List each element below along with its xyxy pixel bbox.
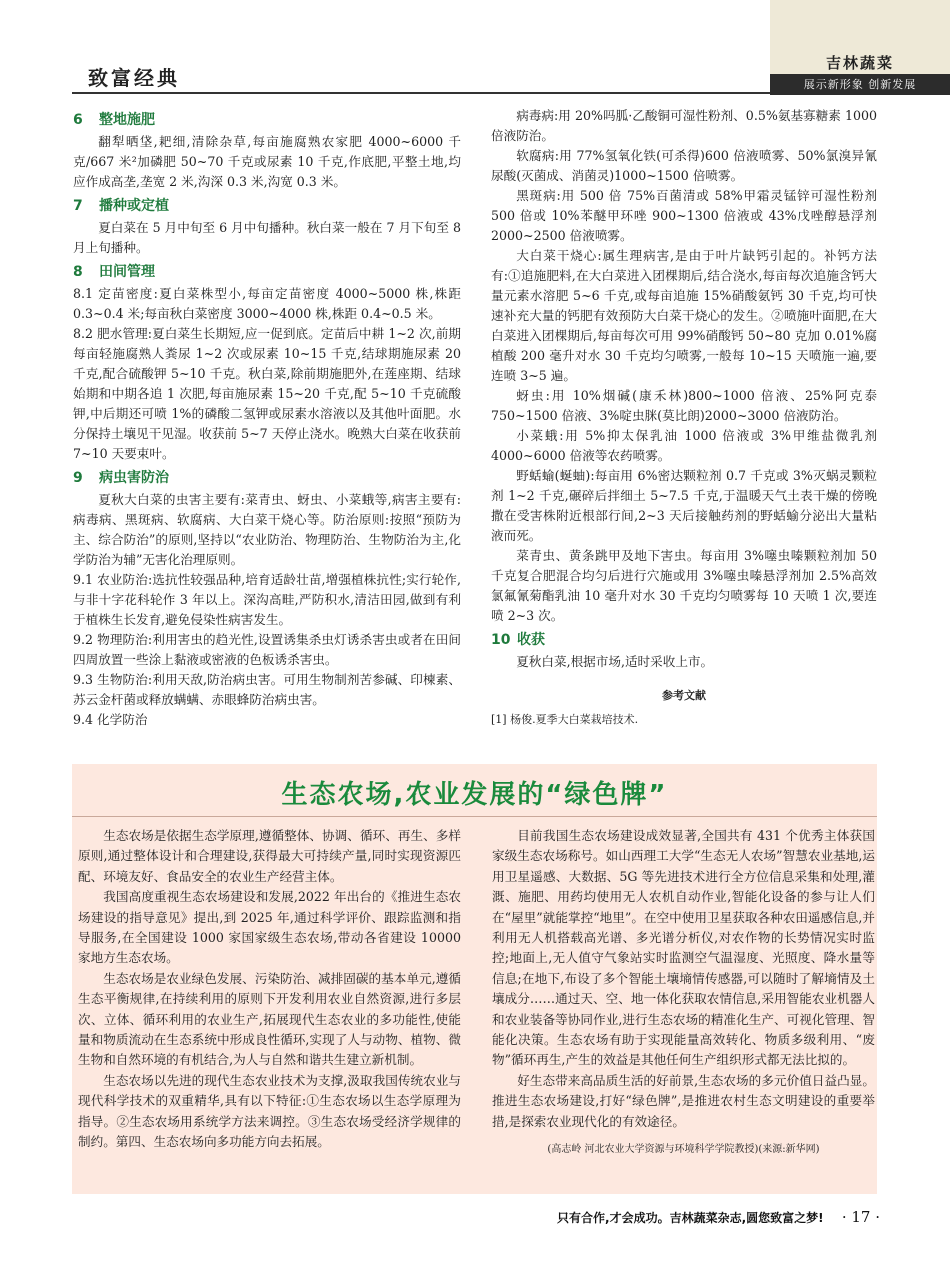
paragraph: 菜青虫、黄条跳甲及地下害虫。每亩用 3%噻虫嗪颗粒剂加 50 千克复合肥混合均匀后进行穴施或用 3%噻虫嗪悬浮剂加 2.5%高效氯氟氰菊酯乳油 10 毫升对水 30 千克均匀喷雾每 10 天喷 1 次,要连喷 2~3 次。 (491, 548, 877, 623)
paragraph: 8.1 定苗密度:夏白菜株型小,每亩定苗密度 4000~5000 株,株距 0.3~0.4 米;每亩秋白菜密度 3000~4000 株,株距 0.4~0.5 米。 (73, 286, 461, 321)
brand-tagline: 展示新形象 创新发展 (770, 74, 950, 95)
footer (0, 1208, 880, 1226)
right-column (491, 106, 877, 730)
paragraph: 夏白菜在 5 月中旬至 6 月中旬播种。秋白菜一般在 7 月下旬至 8 月上旬播种。 (73, 220, 461, 255)
paragraph: 目前我国生态农场建设成效显著,全国共有 431 个优秀主体获国家级生态农场称号。如山西理工大学“生态无人农场”智慧农业基地,运用卫星遥感、大数据、5G 等先进技术进行全方位信息采集和处理,灌溉、施肥、用药均使用无人农机自动作业,智能化设备的参与让人们在“屋里”就能掌控“地里”。在空中使用卫星获取各种农田遥感信息,并利用无人机搭载高光谱、多光谱分析仪,对农作物的长势情况实时监控;地面上,无人值守气象站实时监测空气温湿度、光照度、降水量等信息;在地下,布设了多个智能土壤墒情传感器,可以随时了解墒情及土壤成分……通过天、空、地一体化获取农情信息,采用智能农业机器人和农业装备等协同作业,进行生态农场的精准化生产、可视化管理、智能化决策。生态农场有助于实现能量高效转化、物质多级利用、“废物”循环再生,产生的效益是其他任何生产组织形式都无法比拟的。 (492, 828, 875, 1068)
brand-background (770, 0, 950, 52)
paragraph: 生态农场以先进的现代生态农业技术为支撑,汲取我国传统农业与现代科学技术的双重精华,具有以下特征:①生态农场以生态学原理为指导。②生态农场用系统学方法来调控。③生态农场受经济学规律的制约。第四、生态农场向多功能方向去拓展。 (78, 1072, 461, 1150)
paragraph: 生态农场是农业绿色发展、污染防治、减排固碳的基本单元,遵循生态平衡规律,在持续利用的原则下开发利用农业自然资源,进行多层次、立体、循环利用的农业生产,拓展现代生态农业的多功能性,使能量和物质流动在生态系统中形成良性循环,实现了人与动物、植物、微生物和自然环境的有机结合,为人与自然和谐共生建立新机制。 (78, 970, 461, 1068)
paragraph: 病毒病:用 20%吗胍·乙酸铜可湿性粉剂、0.5%氨基寡糖素 1000 倍液防治。 (491, 108, 877, 143)
section-heading-10: 10 收获 (491, 632, 545, 648)
paragraph: 黑斑病:用 500 倍 75%百菌清或 58%甲霜灵锰锌可湿性粉剂 500 倍或 10%苯醚甲环唑 900~1300 倍液或 43%戊唑醇悬浮剂 2000~2500 倍液喷雾。 (491, 188, 877, 243)
paragraph: 野蛞蝓(蜒蚰):每亩用 6%密达颗粒剂 0.7 千克或 3%灭蜗灵颗粒剂 1~2 千克,碾碎后拌细土 5~7.5 千克,于温暖天气土表干燥的傍晚撒在受害株附近根部行间,2~3 天后接触药剂的野蛞蝓分泌出大量粘液而死。 (491, 468, 877, 543)
ecological-farm-article (72, 764, 877, 1194)
reference-item: [1] 杨俊.夏季大白菜栽培技术. (491, 713, 639, 726)
section-heading-7: 7 播种或定植 (73, 198, 169, 214)
footer-slogan: 只有合作,才会成功。吉林蔬菜杂志,圆您致富之梦! (557, 1211, 824, 1225)
paragraph: 大白菜干烧心:属生理病害,是由于叶片缺钙引起的。补钙方法有:①追施肥料,在大白菜进入团棵期后,结合浇水,每亩每次追施含钙大量元素水溶肥 5~6 千克,或每亩追施 15%硝酸氨钙 30 千克,均可快速补充大量的钙肥有效预防大白菜干烧心的发生。②喷施叶面肥,在大白菜进入团棵期后,每亩每次可用 99%硝酸钙 50~80 克加 0.01%腐植酸 200 毫升对水 30 千克均匀喷雾,一般每 10~15 天喷施一遍,要连喷 3~5 遍。 (491, 248, 877, 383)
paragraph: 夏秋大白菜的虫害主要有:菜青虫、蚜虫、小菜蛾等,病害主要有:病毒病、黑斑病、软腐病、大白菜干烧心等。防治原则:按照“预防为主、综合防治”的原则,坚持以“农业防治、物理防治、生物防治为主,化学防治为辅”无害化治理原则。 (73, 492, 461, 567)
article-left-column (78, 826, 461, 1153)
paragraph: 好生态带来高品质生活的好前景,生态农场的多元价值日益凸显。推进生态农场建设,打好“绿色牌”,是推进农村生态文明建设的重要举措,是探索农业现代化的有效途径。 (492, 1072, 875, 1129)
paragraph: 夏秋白菜,根据市场,适时采收上市。 (516, 654, 714, 669)
paragraph: 小菜蛾:用 5%抑太保乳油 1000 倍液或 3%甲维盐微乳剂 4000~6000 倍液等农药喷雾。 (491, 428, 877, 463)
brand-name: 吉林蔬菜 (770, 52, 950, 74)
title-divider (72, 816, 877, 817)
paragraph: 生态农场是依据生态学原理,遵循整体、协调、循环、再生、多样原则,通过整体设计和合理建设,获得最大可持续产量,同时实现资源匹配、环境友好、食品安全的农业生产经营主体。 (78, 828, 461, 884)
article-right-column (492, 826, 875, 1161)
left-column (73, 106, 461, 730)
author-credit: (高志岭 河北农业大学资源与环境科学学院教授)(来源:新华网) (547, 1144, 820, 1156)
paragraph: 9.4 化学防治 (73, 712, 148, 727)
section-heading-6: 6 整地施肥 (73, 112, 155, 128)
article-title: 生态农场,农业发展的“绿色牌” (281, 780, 668, 810)
paragraph: 9.2 物理防治:利用害虫的趋光性,设置诱集杀虫灯诱杀害虫或者在田间四周放置一些涂上黏液或密液的色板诱杀害虫。 (73, 632, 461, 667)
page-number: · 17 · (841, 1208, 880, 1226)
paragraph: 翻犁晒垡,耙细,清除杂草,每亩施腐熟农家肥 4000~6000 千克/667 米²加磷肥 50~70 千克或尿素 10 千克,作底肥,平整土地,均应作成高垄,垄宽 2 米,沟深 0.3 米,沟宽 0.3 米。 (73, 134, 461, 189)
paragraph: 我国高度重视生态农场建设和发展,2022 年出台的《推进生态农场建设的指导意见》提出,到 2025 年,通过科学评价、跟踪监测和指导服务,在全国建设 1000 家国家级生态农场,带动各省建设 10000 家地方生态农场。 (78, 889, 461, 966)
section-heading-9: 9 病虫害防治 (73, 470, 169, 486)
paragraph: 软腐病:用 77%氢氧化铁(可杀得)600 倍液喷雾、50%氯溴异氰尿酸(灭菌成、消菌灵)1000~1500 倍喷雾。 (491, 148, 877, 183)
paragraph: 蚜虫:用 10%烟碱(康禾林)800~1000 倍液、25%阿克泰 750~1500 倍液、3%啶虫脒(莫比朗)2000~3000 倍液防治。 (491, 388, 877, 423)
section-title: 致富经典 (88, 66, 180, 90)
brand-block (770, 0, 950, 95)
section-heading-8: 8 田间管理 (73, 264, 155, 280)
paragraph: 9.1 农业防治:选抗性较强品种,培育适龄壮苗,增强植株抗性;实行轮作,与非十字花科轮作 3 年以上。深沟高畦,严防积水,清洁田园,做到有利于植株生长发育,避免侵染性病害发生。 (73, 572, 461, 627)
paragraph: 9.3 生物防治:利用天敌,防治病虫害。可用生物制剂苦参碱、印楝素、苏云金杆菌或释放螨螨、赤眼蜂防治病虫害。 (73, 672, 461, 707)
references-heading: 参考文献 (662, 689, 706, 702)
paragraph: 8.2 肥水管理:夏白菜生长期短,应一促到底。定苗后中耕 1~2 次,前期每亩轻施腐熟人粪尿 1~2 次或尿素 10~15 千克,结球期施尿素 20 千克,配合硫酸钾 5~10 千克。秋白菜,除前期施肥外,在莲座期、结球始期和中期各追 1 次肥,每亩施尿素 15~20 千克,配 5~10 千克硫酸钾,中后期还可喷 1%的磷酸二氢钾或尿素水溶液以及其他叶面肥。水分保持土壤见干见湿。收获前 5~7 天停止浇水。晚熟大白菜在收获前 7~10 天要束叶。 (73, 326, 461, 461)
